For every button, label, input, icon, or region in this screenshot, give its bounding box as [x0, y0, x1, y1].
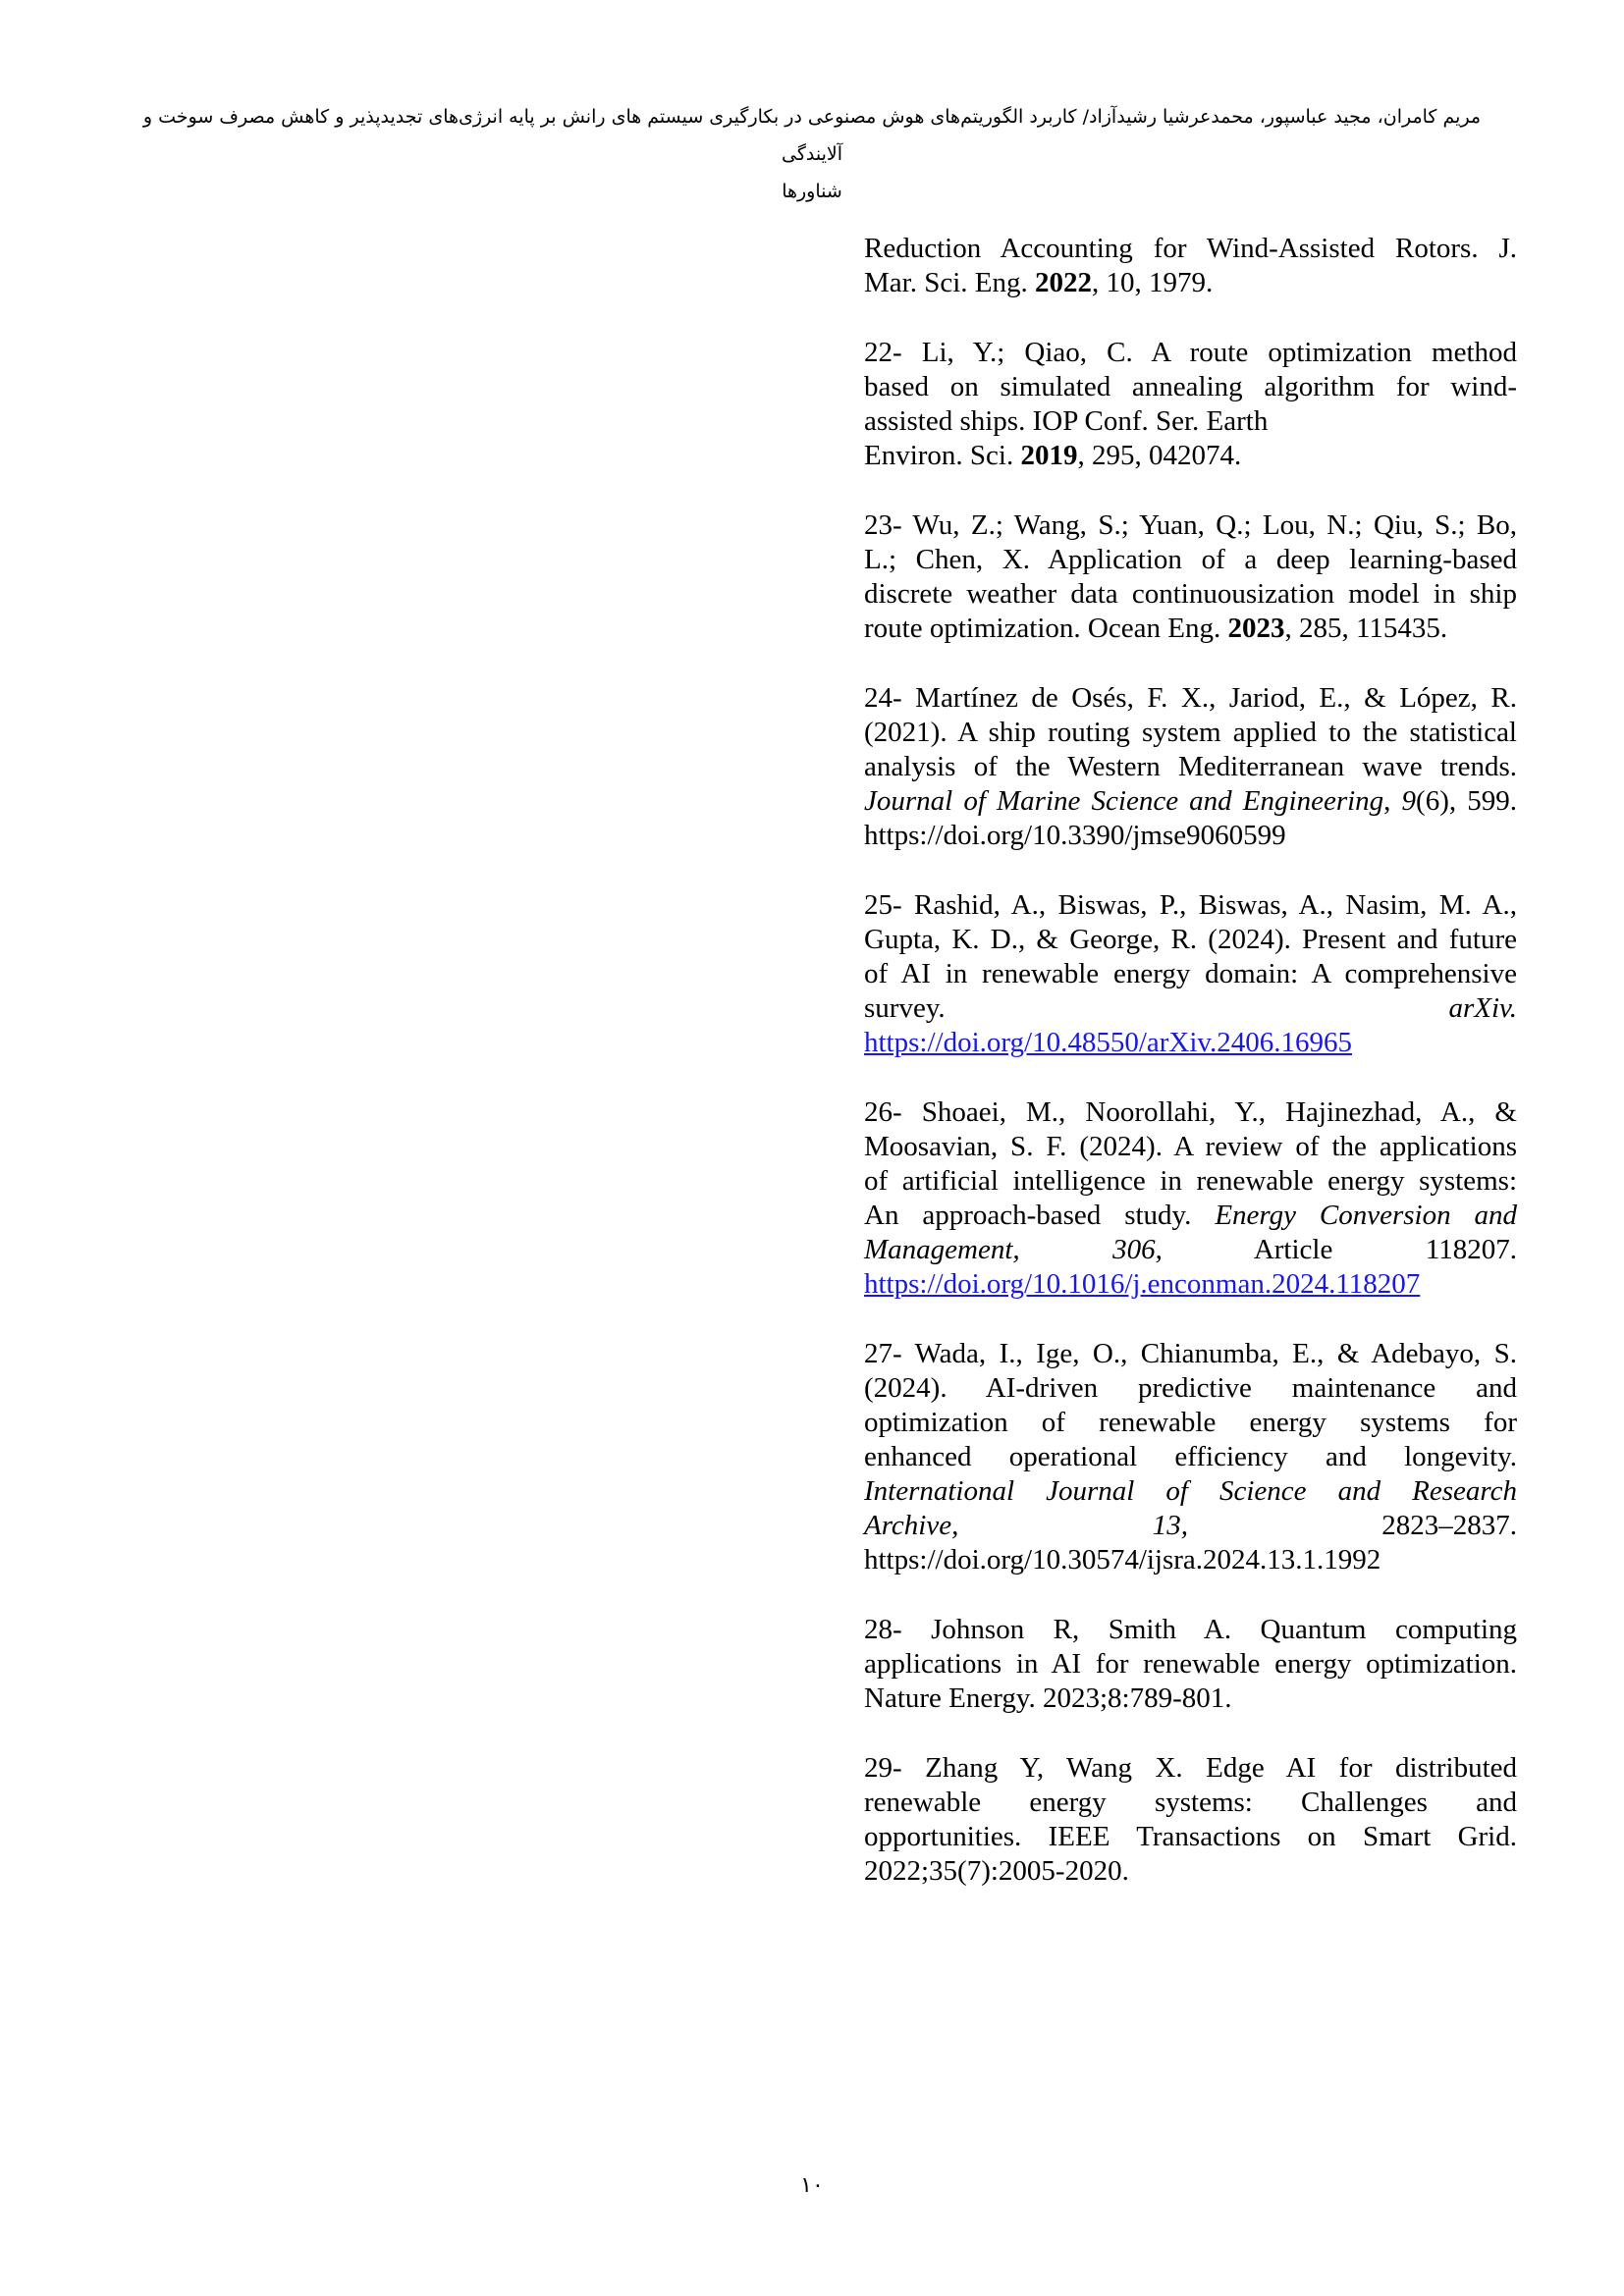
ref-doi-line: [864, 1267, 1517, 1302]
ref-line: Nature Energy. 2023;8:789-801.: [864, 1682, 1232, 1714]
ref-line: [864, 1199, 1517, 1233]
ref-line: enhanced operational efficiency and longevity.: [864, 1441, 1517, 1472]
header-line-1: مریم کامران، مجید عباسپور، محمدعرشیا رشیدآزاد/ کاربرد الگوریتم‌های هوش مصنوعی در بکارگیری سیستم های رانش بر پایه انرژی‌های تجدیدپذیر و کاهش مصرف سوخت و آلایندگی: [142, 106, 1482, 165]
ref-line: [864, 439, 1517, 473]
reference-29: [864, 1751, 1517, 1889]
ref-doi: https://doi.org/10.30574/ijsra.2024.13.1.1992: [864, 1544, 1381, 1575]
journal-name: Management,: [864, 1234, 1020, 1265]
ref-text: Mar. Sci. Eng.: [864, 267, 1035, 298]
ref-line: 2022;35(7):2005-2020.: [864, 1855, 1129, 1887]
reference-28: [864, 1613, 1517, 1716]
ref-line: of artificial intelligence in renewable energy systems:: [864, 1165, 1517, 1197]
ref-line: 28- Johnson R, Smith A. Quantum computing: [864, 1614, 1517, 1645]
ref-line: Reduction Accounting for Wind-Assisted Rotors. J.: [864, 233, 1517, 264]
ref-line: assisted ships. IOP Conf. Ser. Earth: [864, 405, 1269, 437]
ref-line: [864, 784, 1517, 819]
ref-line: applications in AI for renewable energy optimization.: [864, 1648, 1517, 1680]
reference-22: [864, 336, 1517, 473]
ref-text: , 10, 1979.: [1092, 267, 1214, 298]
ref-line: 26- Shoaei, M., Noorollahi, Y., Hajinezhad, A., &: [864, 1096, 1517, 1128]
journal-volume: 9: [1401, 785, 1417, 817]
ref-doi-line: [864, 1026, 1517, 1060]
reference-25: [864, 888, 1517, 1060]
ref-line: analysis of the Western Mediterranean wave trends.: [864, 751, 1517, 782]
ref-text: Article: [1253, 1234, 1333, 1265]
ref-line: Gupta, K. D., & George, R. (2024). Present and future: [864, 924, 1517, 955]
journal-volume: 13,: [1152, 1510, 1188, 1541]
reference-23: [864, 508, 1517, 646]
ref-line: based on simulated annealing algorithm for wind-: [864, 371, 1517, 402]
ref-year: 2022: [1035, 267, 1092, 298]
ref-line: [864, 1474, 1517, 1509]
ref-text: , 285, 115435.: [1284, 613, 1448, 644]
ref-text: Environ. Sci.: [864, 440, 1021, 471]
ref-doi: https://doi.org/10.3390/jmse9060599: [864, 820, 1286, 851]
ref-line: renewable energy systems: Challenges and: [864, 1787, 1517, 1818]
ref-text: An approach-based study.: [864, 1200, 1216, 1231]
journal-volume: 306,: [1112, 1234, 1163, 1265]
running-header: [118, 98, 1506, 210]
ref-line: discrete weather data continuousization model in ship: [864, 578, 1517, 610]
ref-line: 27- Wada, I., Ige, O., Chianumba, E., & Adebayo, S.: [864, 1338, 1517, 1369]
ref-line: 23- Wu, Z.; Wang, S.; Yuan, Q.; Lou, N.; Qiu, S.; Bo,: [864, 509, 1517, 541]
ref-text: (6), 599.: [1416, 785, 1517, 817]
ref-line: [864, 266, 1517, 300]
ref-text: survey.: [864, 992, 946, 1024]
ref-line: optimization of renewable energy systems for: [864, 1407, 1517, 1438]
journal-name: arXiv.: [1448, 992, 1517, 1024]
journal-name: International Journal of Science and Research: [864, 1475, 1517, 1507]
ref-line: [864, 1509, 1517, 1543]
journal-name: Archive,: [864, 1510, 959, 1541]
ref-line: L.; Chen, X. Application of a deep learning-based: [864, 544, 1517, 575]
ref-line: Moosavian, S. F. (2024). A review of the applications: [864, 1131, 1517, 1162]
doi-link[interactable]: https://doi.org/10.48550/arXiv.2406.16965: [864, 1027, 1353, 1058]
header-line-2: شناورها: [782, 181, 842, 202]
ref-line: 25- Rashid, A., Biswas, P., Biswas, A., Nasim, M. A.,: [864, 889, 1517, 921]
page-number: ۱۰: [800, 2173, 824, 2198]
ref-line: (2021). A ship routing system applied to the statistical: [864, 717, 1517, 748]
journal-name: Journal of Marine Science and Engineering: [864, 785, 1384, 817]
reference-27: [864, 1337, 1517, 1577]
ref-line: of AI in renewable energy domain: A comprehensive: [864, 958, 1517, 989]
ref-line: [864, 1233, 1517, 1267]
ref-text: 118207.: [1425, 1234, 1518, 1265]
ref-line: opportunities. IEEE Transactions on Smart Grid.: [864, 1821, 1517, 1852]
journal-name: Energy Conversion and: [1215, 1200, 1517, 1231]
ref-year: 2023: [1227, 613, 1285, 644]
ref-line: 22- Li, Y.; Qiao, C. A route optimization method: [864, 337, 1517, 368]
ref-year: 2019: [1020, 440, 1078, 471]
ref-line: [864, 612, 1517, 646]
ref-text: , 295, 042074.: [1077, 440, 1242, 471]
reference-26: [864, 1095, 1517, 1302]
ref-line: 29- Zhang Y, Wang X. Edge AI for distributed: [864, 1752, 1517, 1784]
references-column: [864, 232, 1517, 1924]
ref-text: route optimization. Ocean Eng.: [864, 613, 1228, 644]
doi-link[interactable]: https://doi.org/10.1016/j.enconman.2024.118207: [864, 1268, 1421, 1300]
ref-line: [864, 991, 1517, 1026]
ref-line: (2024). AI-driven predictive maintenance and: [864, 1372, 1517, 1404]
ref-line: 24- Martínez de Osés, F. X., Jariod, E., & López, R.: [864, 682, 1517, 714]
ref-text: ,: [1383, 785, 1402, 817]
reference-24: [864, 681, 1517, 853]
ref-text: 2823–2837.: [1381, 1510, 1518, 1541]
reference-21-continued: [864, 232, 1517, 300]
